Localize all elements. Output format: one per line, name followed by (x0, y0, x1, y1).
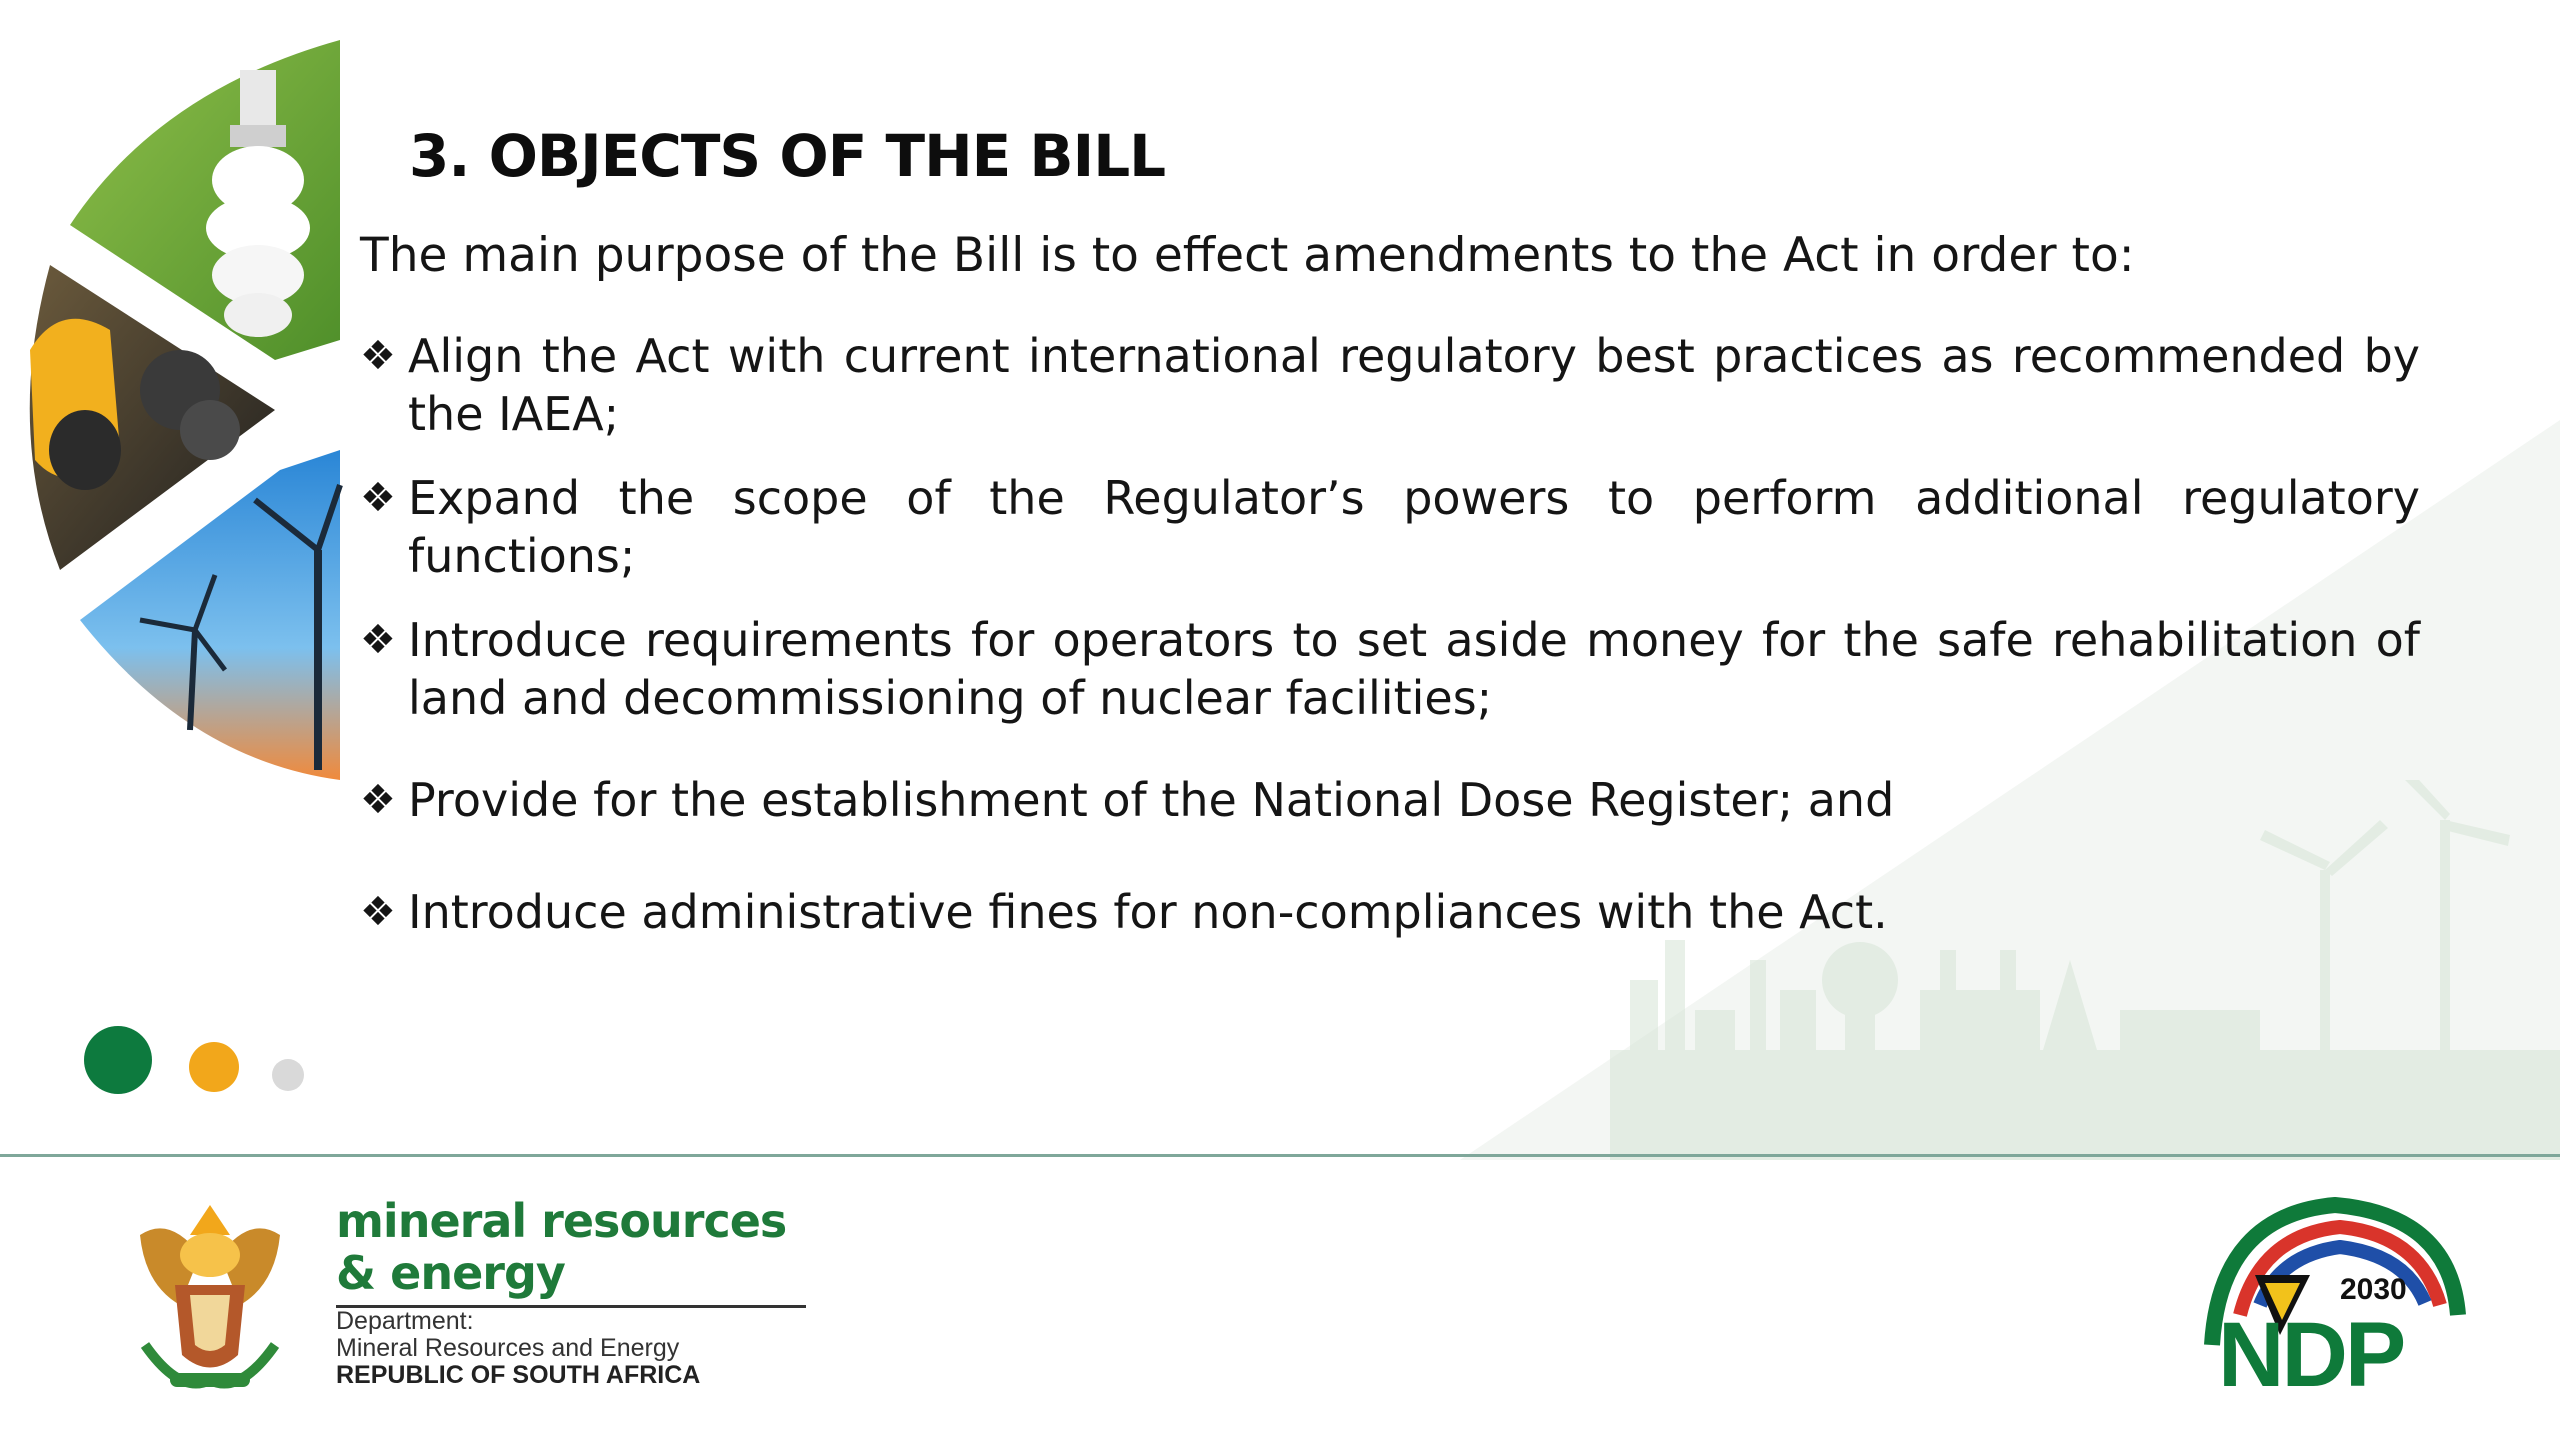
ndp-year: 2030 (2340, 1273, 2407, 1306)
department-logo (120, 1195, 840, 1405)
country-name: REPUBLIC OF SOUTH AFRICA (336, 1361, 701, 1389)
department-label: Department: (336, 1307, 474, 1335)
diamond-bullet-icon: ❖ (360, 617, 396, 663)
decorative-dots (80, 1025, 320, 1095)
ndp-logo-icon (2200, 1195, 2470, 1405)
department-name: Mineral Resources and Energy (336, 1334, 680, 1362)
list-item-text: Expand the scope of the Regulator’s powers to perform additional regulatory functions; (408, 471, 2420, 583)
diamond-bullet-icon: ❖ (360, 777, 396, 823)
list-item (360, 883, 2420, 941)
background-skyline (1500, 780, 2560, 1160)
ndp-wordmark: NDP (2218, 1304, 2404, 1406)
brand-line-1: mineral resources (336, 1194, 787, 1248)
list-item-text: Introduce requirements for operators to set aside money for the safe rehabilitation of land and decommissioning of nuclear facilities; (408, 613, 2420, 725)
list-item (360, 327, 2420, 443)
brand-line-2: & energy (336, 1246, 565, 1300)
list-item-text: Provide for the establishment of the National Dose Register; and (408, 773, 1895, 827)
diamond-bullet-icon: ❖ (360, 333, 396, 379)
intro-text: The main purpose of the Bill is to effect amendments to the Act in order to: (360, 228, 2135, 283)
diamond-bullet-icon: ❖ (360, 889, 396, 935)
coat-of-arms-icon (120, 1195, 300, 1395)
list-item (360, 771, 2420, 829)
list-item (360, 611, 2420, 727)
footer-divider (0, 1154, 2560, 1157)
list-item-text: Align the Act with current international regulatory best practices as recommended by the IAEA; (408, 329, 2420, 441)
department-brand (336, 1195, 806, 1389)
list-item (360, 469, 2420, 585)
diamond-bullet-icon: ❖ (360, 475, 396, 521)
slide-title: 3. OBJECTS OF THE BILL (409, 122, 1166, 190)
energy-image-wheel (0, 30, 360, 790)
list-item-text: Introduce administrative fines for non-compliances with the Act. (408, 885, 1888, 939)
